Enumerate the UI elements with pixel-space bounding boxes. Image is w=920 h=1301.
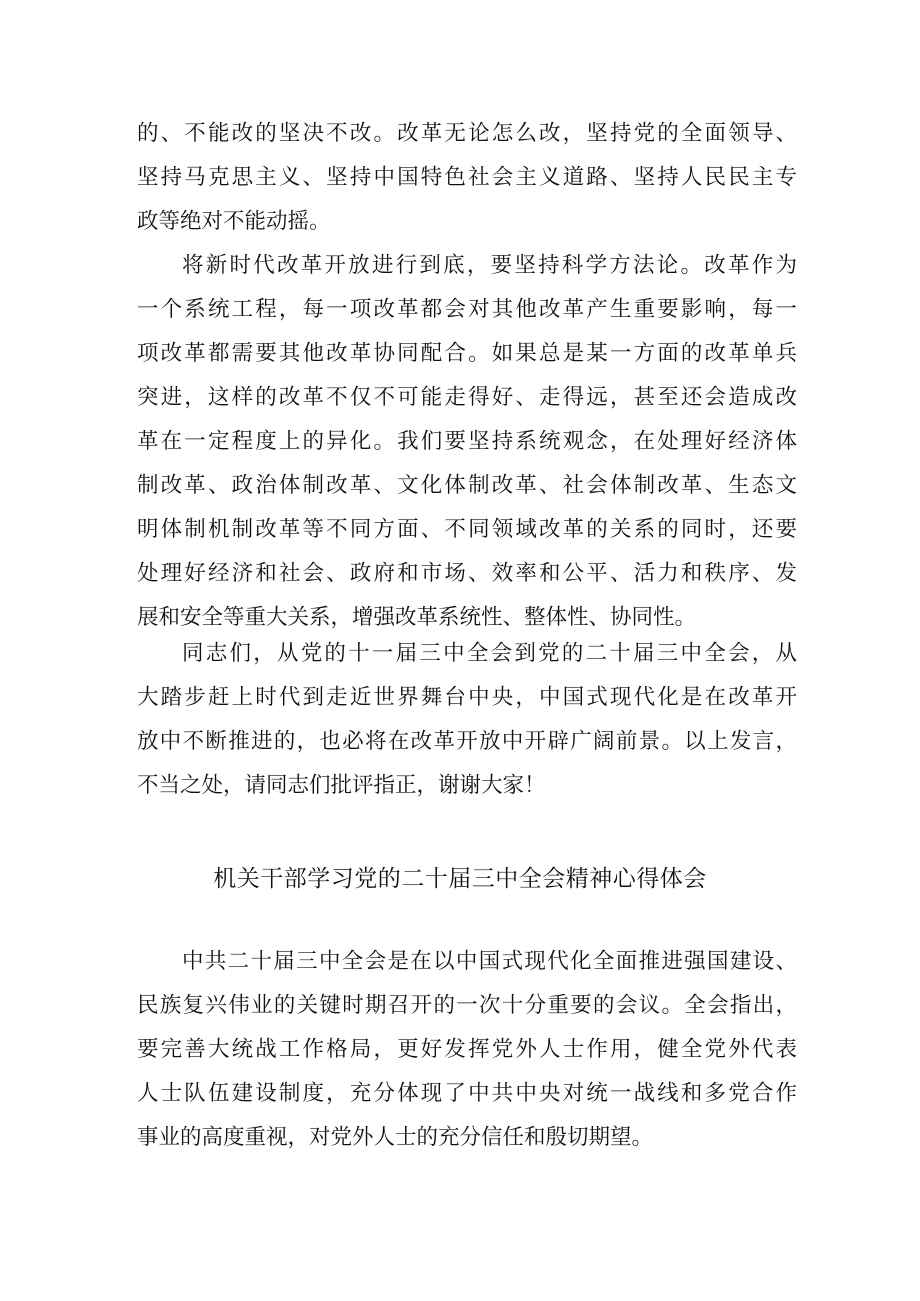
- text-line: 民族复兴伟业的关键时期召开的一次十分重要的会议。全会指出，: [137, 993, 797, 1018]
- text-line: 坚持马克思主义、坚持中国特色社会主义道路、坚持人民民主专: [137, 165, 797, 190]
- text-line: 政等绝对不能动摇。: [137, 209, 331, 234]
- paragraph-closing: [137, 632, 797, 808]
- text-line: 不当之处，请同志们批评指正，谢谢大家！: [137, 773, 546, 798]
- text-line: 事业的高度重视，对党外人士的充分信任和殷切期望。: [137, 1125, 654, 1150]
- text-line: 展和安全等重大关系，增强改革系统性、整体性、协同性。: [137, 605, 697, 630]
- text-line: 革在一定程度上的异化。我们要坚持系统观念，在处理好经济体: [137, 429, 797, 454]
- paragraph-intro: [137, 940, 797, 1160]
- text-line: 要完善大统战工作格局，更好发挥党外人士作用，健全党外代表: [137, 1037, 797, 1062]
- text-line: 处理好经济和社会、政府和市场、效率和公平、活力和秩序、发: [137, 561, 797, 586]
- paragraph-continuation: [137, 112, 797, 244]
- paragraph-methodology: [137, 244, 797, 640]
- text-line: 放中不断推进的，也必将在改革开放中开辟广阔前景。以上发言，: [137, 729, 797, 754]
- article-title: 机关干部学习党的二十届三中全会精神心得体会: [213, 866, 707, 892]
- text-line: 人士队伍建设制度，充分体现了中共中央对统一战线和多党合作: [137, 1081, 797, 1106]
- text-line: 一个系统工程，每一项改革都会对其他改革产生重要影响，每一: [137, 297, 797, 322]
- text-line: 制改革、政治体制改革、文化体制改革、社会体制改革、生态文: [137, 473, 797, 498]
- text-line: 项改革都需要其他改革协同配合。如果总是某一方面的改革单兵: [137, 341, 797, 366]
- text-line: 中共二十届三中全会是在以中国式现代化全面推进强国建设、: [182, 949, 797, 974]
- text-line: 将新时代改革开放进行到底，要坚持科学方法论。改革作为: [182, 253, 797, 278]
- text-line: 明体制机制改革等不同方面、不同领域改革的关系的同时，还要: [137, 517, 797, 542]
- text-line: 大踏步赶上时代到走近世界舞台中央，中国式现代化是在改革开: [137, 685, 797, 710]
- text-line: 突进，这样的改革不仅不可能走得好、走得远，甚至还会造成改: [137, 385, 797, 410]
- text-line: 同志们，从党的十一届三中全会到党的二十届三中全会，从: [182, 641, 797, 666]
- text-line: 的、不能改的坚决不改。改革无论怎么改，坚持党的全面领导、: [137, 121, 797, 146]
